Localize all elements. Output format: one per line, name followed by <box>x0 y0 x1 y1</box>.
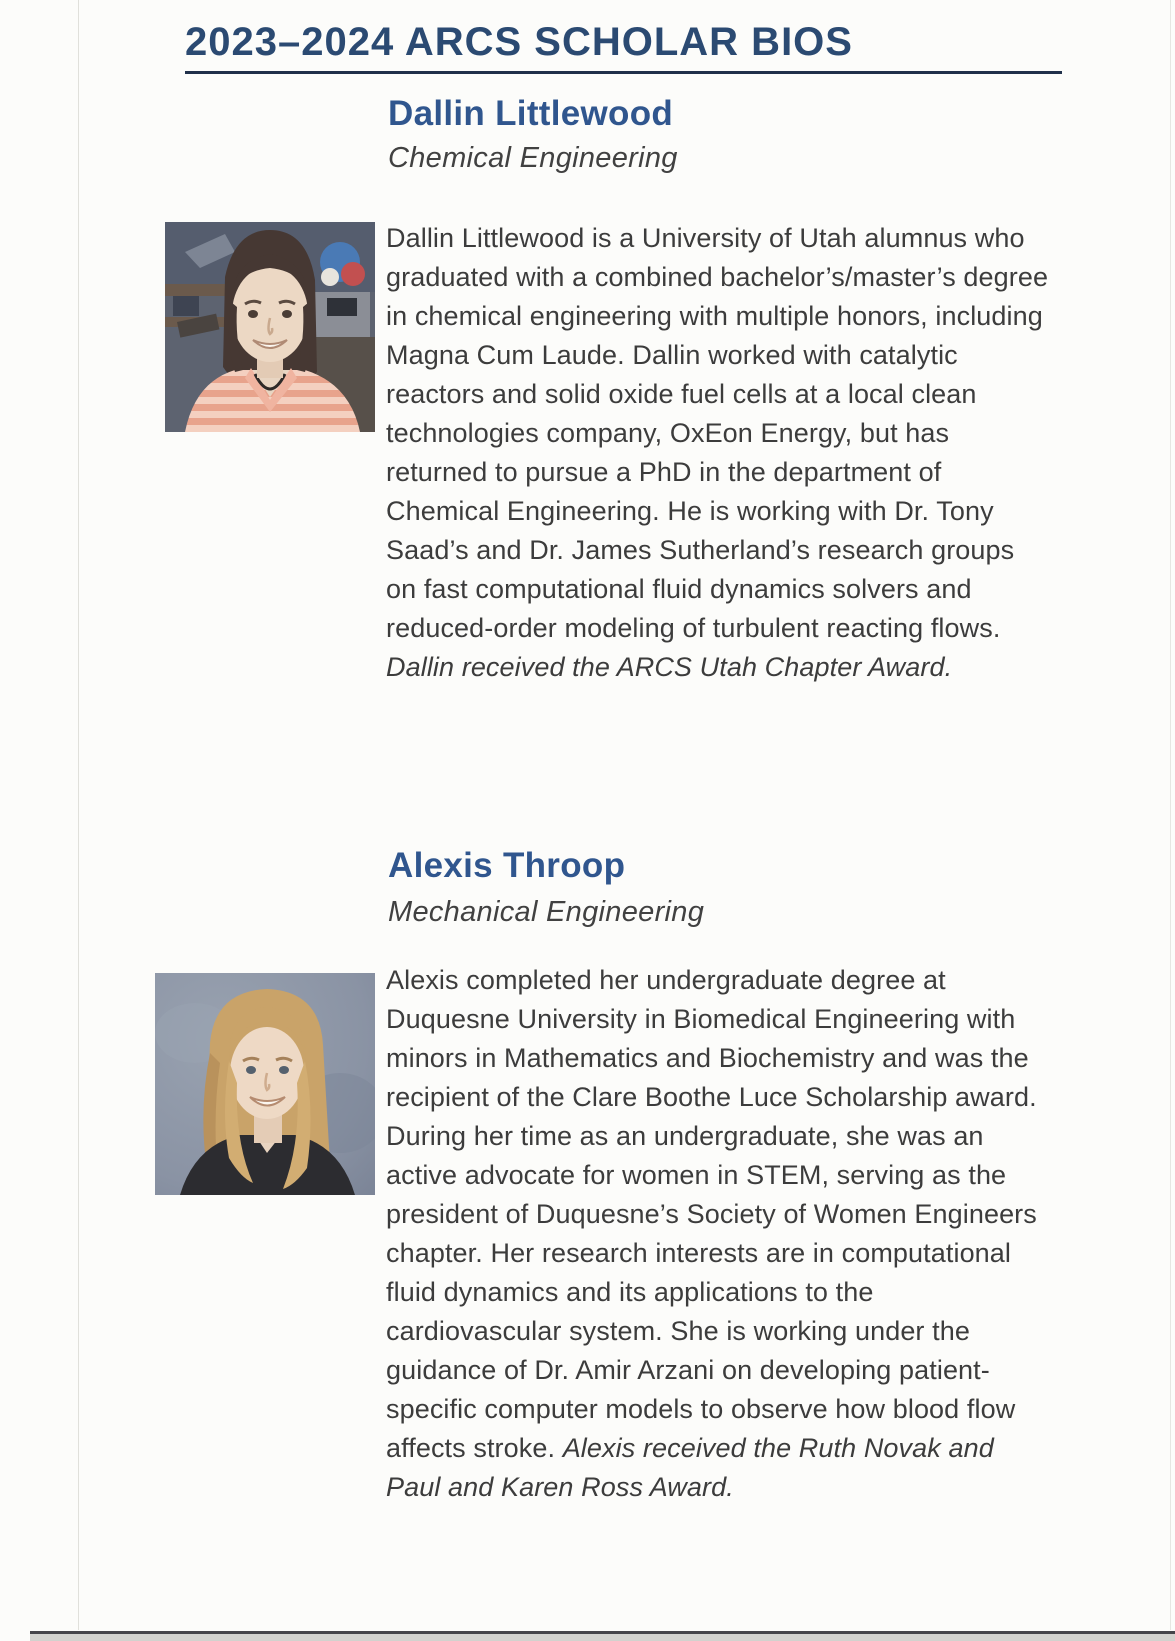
scan-edge-right <box>1170 0 1171 1630</box>
scholar-name-dallin: Dallin Littlewood <box>388 94 674 133</box>
award-sentence: Alexis received the Ruth Novak and Paul and Karen Ross Award. <box>386 1433 994 1502</box>
scholar-field-alexis: Mechanical Engineering <box>388 896 705 928</box>
scholar-field-dallin: Chemical Engineering <box>388 142 678 174</box>
scan-edge-left <box>78 0 79 1630</box>
alexis-portrait-illustration <box>155 973 375 1195</box>
scholar-name-alexis: Alexis Throop <box>388 846 626 885</box>
dallin-portrait-illustration <box>165 222 375 432</box>
page-title: 2023–2024 ARCS SCHOLAR BIOS <box>185 20 853 64</box>
scan-bottom-shadow <box>30 1634 1175 1641</box>
scholar-bio-alexis <box>386 961 1049 1507</box>
bio-text: Alexis completed her undergraduate degree at Duquesne University in Biomedical Engineering with minors in Mathematics and Biochemistry and was the recipient of the Clare Boothe Luce Scholarship award. During her time as an undergraduate, she was an active advocate for women in STEM, serving as the president of Duquesne’s Society of Women Engineers chapter. Her research interests are in computational fluid dynamics and its applications to the cardiovascular system. She is working under the guidance of Dr. Amir Arzani on developing patient-specific computer models to observe how blood flow affects stroke. <box>386 965 1037 1463</box>
bio-text: Dallin Littlewood is a University of Utah alumnus who graduated with a combined bachelor’s/master’s degree in chemical engineering with multiple honors, including Magna Cum Laude. Dallin worked with catalytic reactors and solid oxide fuel cells at a local clean technologies company, OxEon Energy, but has returned to pursue a PhD in the department of Chemical Engineering. He is working with Dr. Tony Saad’s and Dr. James Sutherland’s research groups on fast computational fluid dynamics solvers and reduced-order modeling of turbulent reacting flows. <box>386 223 1049 643</box>
scholar-bio-dallin <box>386 219 1049 687</box>
title-rule <box>185 71 1062 74</box>
scholar-photo-alexis <box>155 973 375 1195</box>
scholar-photo-dallin <box>165 222 375 432</box>
award-sentence: Dallin received the ARCS Utah Chapter Award. <box>386 652 953 682</box>
